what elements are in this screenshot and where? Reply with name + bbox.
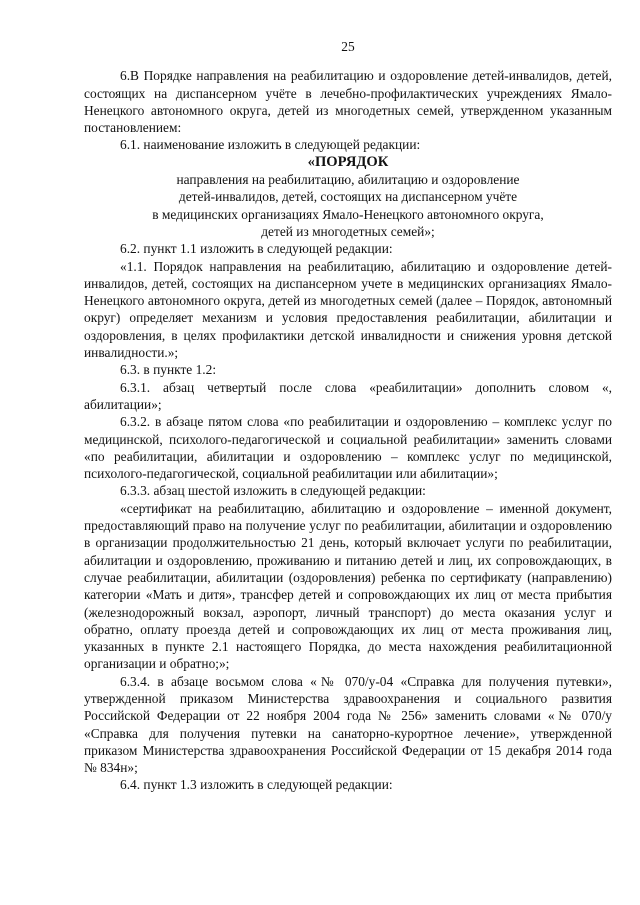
paragraph-6: 6.В Порядке направления на реабилитацию и оздоровление детей-инвалидов, детей, состоящих на диспансерном учёте в лечебно-профилактических учреждениях Ямало-Ненецкого автономного округа, детей из многодетных семей, утвержденном указанным постановлением: bbox=[84, 68, 612, 136]
paragraph-6-1: 6.1. наименование изложить в следующей редакции: bbox=[120, 137, 421, 153]
order-subtitle-line-4: детей из многодетных семей»; bbox=[261, 223, 435, 239]
page-number: 25 bbox=[341, 39, 355, 54]
paragraph-6-3-1: 6.3.1. абзац четвертый после слова «реабилитации» дополнить словом «, абилитации»; bbox=[84, 379, 612, 412]
order-title: «ПОРЯДОК bbox=[307, 153, 389, 170]
order-subtitle bbox=[84, 171, 612, 240]
paragraph-6-3: 6.3. в пункте 1.2: bbox=[120, 362, 217, 378]
paragraph-6-3-2: 6.3.2. в абзаце пятом слова «по реабилитации и оздоровлению – комплекс услуг по медицинской, психолого-педагогической и социальной реабилитации» заменить словами «по реабилитации, абилитации и оздоровлению – комплекс услуг по медицинской, психолого-педагогической, социальной реабилитации или абилитации»; bbox=[84, 414, 612, 482]
order-subtitle-line-2: детей-инвалидов, детей, состоящих на диспансерном учёте bbox=[178, 189, 518, 205]
paragraph-6-3-3: 6.3.3. абзац шестой изложить в следующей редакции: bbox=[120, 483, 426, 499]
order-subtitle-line-3: в медицинских организациях Ямало-Ненецкого автономного округа, bbox=[152, 206, 544, 222]
paragraph-6-3-4: 6.3.4. в абзаце восьмом слова «№ 070/у-04 «Справка для получения путевки», утвержденной приказом Министерства здравоохранения и социального развития Российской Федерации от 22 ноября 2004 года № 256» заменить словами «№ 070/у «Справка для получения путевки на санаторно-курортное лечение», утвержденной приказом Министерства здравоохранения Российской Федерации от 15 декабря 2014 года № 834н»; bbox=[84, 673, 612, 776]
paragraph-6-4: 6.4. пункт 1.3 изложить в следующей редакции: bbox=[120, 777, 393, 793]
paragraph-6-2: 6.2. пункт 1.1 изложить в следующей редакции: bbox=[120, 241, 393, 257]
certificate-definition-quote: «сертификат на реабилитацию, абилитацию и оздоровление – именной документ, предоставляющий право на получение услуг по реабилитации, абилитации и оздоровлению в организации продолжительностью 21 день, который включает услуги по реабилитации, абилитации и оздоровлению, проживанию и питанию детей и лиц, их сопровождающих, в случае реабилитации, абилитации (оздоровления) ребенка по сертификату (направлению) категории «Мать и дитя», трансфер детей и сопровождающих их лиц от места прибытия (железнодорожный вокзал, аэропорт, личный транспорт) до места оказания услуг и обратно, оплату проезда детей и сопровождающих их лиц от места проживания лиц, указанных в пункте 2.1 настоящего Порядка, до места нахождения реабилитационной организации и обратно;»; bbox=[84, 500, 612, 672]
paragraph-1-1-quote: «1.1. Порядок направления на реабилитацию, абилитацию и оздоровление детей-инвалидов, детей, состоящих на диспансерном учете в медицинских организациях Ямало-Ненецкого автономного округа, детей из многодетных семей (далее – Порядок, автономный округ) определяет механизм и условия предоставления реабилитации, абилитации и оздоровления, в целях профилактики детской инвалидности и снижения уровня детской инвалидности.»; bbox=[84, 258, 612, 361]
order-subtitle-line-1: направления на реабилитацию, абилитацию и оздоровление bbox=[176, 172, 520, 188]
